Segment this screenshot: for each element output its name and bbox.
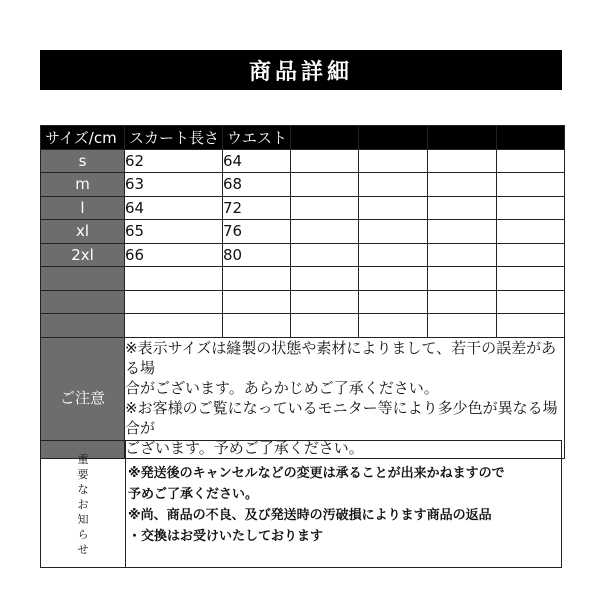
table-row-empty [41, 290, 565, 314]
size-table [40, 125, 565, 459]
skirt-length-value: 65 [125, 220, 223, 244]
table-row [41, 196, 565, 220]
waist-value: 76 [223, 220, 291, 244]
table-row-empty [41, 267, 565, 291]
size-label: 2xl [41, 243, 125, 267]
notice-line: 予めご了承ください。 [128, 487, 259, 502]
page-title: 商品詳細 [40, 50, 562, 90]
caution-line: ※表示サイズは縫製の状態や素材によりまして、若干の誤差がある場 [125, 338, 557, 377]
table-row [41, 149, 565, 173]
notice-label-char: な [77, 482, 89, 496]
notice-label-char: 重 [77, 452, 89, 466]
important-notice [40, 440, 562, 568]
skirt-length-value: 64 [125, 196, 223, 220]
waist-value: 80 [223, 243, 291, 267]
table-row [41, 173, 565, 197]
skirt-length-value: 63 [125, 173, 223, 197]
skirt-length-value: 66 [125, 243, 223, 267]
table-row [41, 220, 565, 244]
notice-line: ※尚、商品の不良、及び発送時の汚破損によります商品の返品 [128, 508, 492, 523]
size-label: xl [41, 220, 125, 244]
header-empty [428, 126, 497, 150]
waist-value: 64 [223, 149, 291, 173]
notice-label-char: ら [77, 527, 89, 541]
notice-line: ※発送後のキャンセルなどの変更は承ることが出来かねますので [128, 466, 505, 481]
caution-line: ※お客様のご覧になっているモニター等により多少色が異なる場合が [125, 398, 558, 437]
header-size: サイズ/cm [41, 126, 125, 150]
table-header-row [41, 126, 565, 150]
size-label: m [41, 173, 125, 197]
notice-label [41, 441, 126, 567]
notice-label-char: せ [77, 542, 89, 556]
notice-label-char: 要 [77, 467, 89, 481]
header-empty [359, 126, 428, 150]
table-row-empty [41, 314, 565, 338]
header-empty [291, 126, 359, 150]
size-label: s [41, 149, 125, 173]
header-skirt-length: スカート長さ [125, 126, 223, 150]
waist-value: 68 [223, 173, 291, 197]
header-waist: ウエスト [223, 126, 291, 150]
header-empty [497, 126, 565, 150]
skirt-length-value: 62 [125, 149, 223, 173]
waist-value: 72 [223, 196, 291, 220]
table-row [41, 243, 565, 267]
caution-label: ご注意 [41, 337, 125, 458]
caution-line: ございます。予めご了承ください。 [125, 438, 364, 457]
caution-line: 合がございます。あらかじめご了承ください。 [125, 378, 439, 397]
notice-text [126, 441, 561, 567]
notice-label-char: お [77, 497, 89, 511]
notice-line: ・交換はお受けいたしております [128, 529, 324, 544]
size-label: l [41, 196, 125, 220]
notice-label-char: 知 [77, 512, 89, 526]
